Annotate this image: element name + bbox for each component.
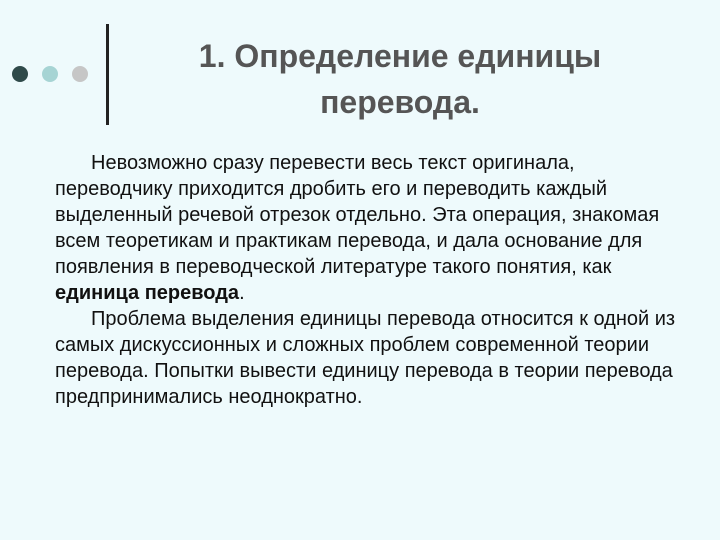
paragraph-1-text: Невозможно сразу перевести весь текст оригинала, переводчику приходится дробить его и переводить каждый выделенный речевой отрезок отдельно. Эта операция, знакомая всем теоретикам и практикам перевода, и дала основание для появления в переводческой литературе такого понятия, как (55, 152, 660, 278)
dot-gray (72, 66, 88, 82)
paragraph-1-ending: . (239, 282, 245, 304)
dot-dark (12, 66, 28, 82)
paragraph-2: Проблема выделения единицы перевода относится к одной из самых дискуссионных и сложных проблем современной теории перевода. Попытки вывести единицу перевода в теории перевода предпринимались неоднократно. (55, 308, 676, 408)
slide-title: 1. Определение единицы перевода. (198, 38, 602, 120)
slide-body (55, 150, 680, 410)
paragraph-1 (55, 150, 680, 306)
bold-term: единица перевода (55, 282, 240, 304)
dot-teal (42, 66, 58, 82)
title-divider-line (106, 24, 109, 125)
